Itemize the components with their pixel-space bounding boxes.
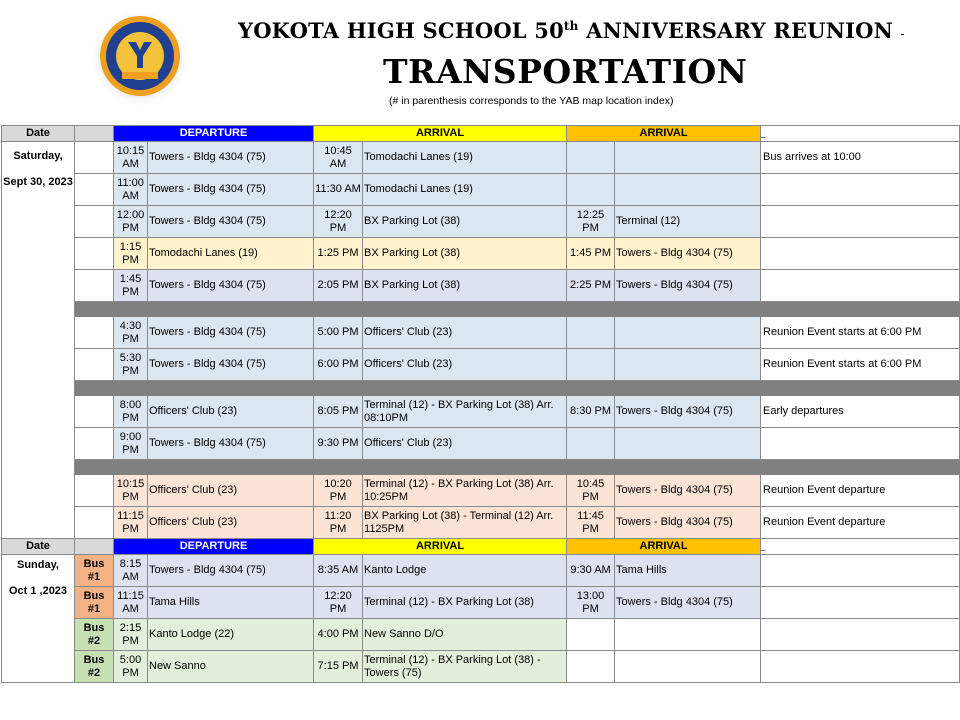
- table-row: [2, 174, 960, 206]
- table-row: [2, 238, 960, 270]
- separator-cell: [363, 460, 567, 475]
- page-heading: TRANSPORTATION: [383, 52, 748, 91]
- table-row: [2, 206, 960, 238]
- arrival2-location: Towers - Bldg 4304 (75): [615, 238, 761, 270]
- arrival2-location: Towers - Bldg 4304 (75): [615, 587, 761, 619]
- date-cell: [2, 555, 75, 683]
- arrival2-time: 8:30 PM: [567, 396, 615, 428]
- table-row: [2, 507, 960, 539]
- departure-time: 2:15 PM: [114, 619, 148, 651]
- departure-location: Towers - Bldg 4304 (75): [148, 206, 314, 238]
- arrival-time: 8:35 AM: [314, 555, 363, 587]
- departure-time: 12:00 PM: [114, 206, 148, 238]
- departure-location: Tama Hills: [148, 587, 314, 619]
- date-cell: [2, 142, 75, 539]
- separator-cell: [114, 302, 148, 317]
- table-row: [2, 396, 960, 428]
- arrival-location: BX Parking Lot (38): [363, 206, 567, 238]
- departure-location: Towers - Bldg 4304 (75): [148, 317, 314, 349]
- separator-cell: [75, 381, 114, 396]
- bus-cell: [75, 206, 114, 238]
- date-header: Date: [2, 539, 75, 555]
- arrival-time: 8:05 PM: [314, 396, 363, 428]
- arrival2-location: [615, 651, 761, 683]
- blank-header: [75, 126, 114, 142]
- notes-cell: [761, 206, 960, 238]
- table-row: [2, 317, 960, 349]
- arrival-time: 10:45 AM: [314, 142, 363, 174]
- separator-cell: [363, 302, 567, 317]
- arrival-time: 7:15 PM: [314, 651, 363, 683]
- notes-cell: [761, 619, 960, 651]
- arrival2-location: Towers - Bldg 4304 (75): [615, 396, 761, 428]
- bus-label: Bus #1: [75, 555, 114, 587]
- arrival-header: ARRIVAL: [314, 126, 567, 142]
- arrival-time: 11:20 PM: [314, 507, 363, 539]
- departure-location: Tomodachi Lanes (19): [148, 238, 314, 270]
- arrival2-location: [615, 619, 761, 651]
- separator-cell: [761, 381, 960, 396]
- separator-cell: [567, 302, 615, 317]
- arrival2-location: [615, 428, 761, 460]
- departure-time: 11:15 PM: [114, 507, 148, 539]
- departure-location: Towers - Bldg 4304 (75): [148, 270, 314, 302]
- arrival2-location: [615, 142, 761, 174]
- separator-cell: [314, 460, 363, 475]
- arrival2-time: [567, 174, 615, 206]
- arrival-header-2: ARRIVAL: [567, 126, 761, 142]
- separator-cell: [615, 302, 761, 317]
- bus-cell: [75, 396, 114, 428]
- arrival2-location: Towers - Bldg 4304 (75): [615, 507, 761, 539]
- arrival2-time: [567, 317, 615, 349]
- table-row: [2, 349, 960, 381]
- arrival2-time: [567, 428, 615, 460]
- arrival-location: Officers' Club (23): [363, 317, 567, 349]
- departure-header: DEPARTURE: [114, 539, 314, 555]
- arrival-time: 4:00 PM: [314, 619, 363, 651]
- notes-header: _: [761, 126, 960, 142]
- separator-cell: [314, 302, 363, 317]
- arrival2-time: 13:00 PM: [567, 587, 615, 619]
- arrival2-time: 2:25 PM: [567, 270, 615, 302]
- departure-location: Kanto Lodge (22): [148, 619, 314, 651]
- departure-time: 4:30 PM: [114, 317, 148, 349]
- departure-location: Officers' Club (23): [148, 475, 314, 507]
- arrival-time: 2:05 PM: [314, 270, 363, 302]
- arrival2-time: [567, 349, 615, 381]
- bus-cell: [75, 507, 114, 539]
- departure-location: Towers - Bldg 4304 (75): [148, 174, 314, 206]
- notes-cell: [761, 174, 960, 206]
- departure-location: Officers' Club (23): [148, 396, 314, 428]
- table-row: [2, 475, 960, 507]
- departure-location: Officers' Club (23): [148, 507, 314, 539]
- day-label: Saturday,: [13, 150, 63, 162]
- arrival2-location: Towers - Bldg 4304 (75): [615, 475, 761, 507]
- bus-cell: [75, 174, 114, 206]
- separator-cell: [615, 460, 761, 475]
- table-row: [2, 651, 960, 683]
- table-header-row: [2, 539, 960, 555]
- arrival-time: 12:20 PM: [314, 587, 363, 619]
- table-header-row: [2, 126, 960, 142]
- arrival-location: Terminal (12) - BX Parking Lot (38): [363, 587, 567, 619]
- arrival2-time: [567, 142, 615, 174]
- table-row: [2, 619, 960, 651]
- separator-cell: [761, 460, 960, 475]
- departure-time: 1:45 PM: [114, 270, 148, 302]
- bus-cell: [75, 238, 114, 270]
- departure-time: 5:30 PM: [114, 349, 148, 381]
- arrival-time: 10:20 PM: [314, 475, 363, 507]
- arrival-header-2: ARRIVAL: [567, 539, 761, 555]
- arrival-location: Officers' Club (23): [363, 428, 567, 460]
- arrival2-location: [615, 349, 761, 381]
- separator-cell: [75, 460, 114, 475]
- arrival-location: BX Parking Lot (38): [363, 270, 567, 302]
- arrival2-time: 12:25 PM: [567, 206, 615, 238]
- arrival2-location: [615, 174, 761, 206]
- arrival-time: 12:20 PM: [314, 206, 363, 238]
- notes-cell: [761, 238, 960, 270]
- separator-cell: [148, 302, 314, 317]
- notes-cell: [761, 555, 960, 587]
- separator-cell: [567, 460, 615, 475]
- date-label: Oct 1 ,2023: [8, 585, 68, 597]
- notes-cell: [761, 428, 960, 460]
- arrival-location: Tomodachi Lanes (19): [363, 174, 567, 206]
- bus-cell: [75, 142, 114, 174]
- departure-location: Towers - Bldg 4304 (75): [148, 555, 314, 587]
- separator-row: [2, 381, 960, 396]
- notes-header: _: [761, 539, 960, 555]
- departure-time: 10:15 PM: [114, 475, 148, 507]
- arrival2-time: 1:45 PM: [567, 238, 615, 270]
- departure-location: Towers - Bldg 4304 (75): [148, 428, 314, 460]
- separator-cell: [363, 381, 567, 396]
- day-label: Sunday,: [17, 559, 59, 571]
- departure-header: DEPARTURE: [114, 126, 314, 142]
- date-header: Date: [2, 126, 75, 142]
- arrival2-location: Towers - Bldg 4304 (75): [615, 270, 761, 302]
- separator-row: [2, 302, 960, 317]
- table-row: [2, 428, 960, 460]
- separator-cell: [114, 460, 148, 475]
- page-title: YOKOTA HIGH SCHOOL 50th ANNIVERSARY REUNION -: [238, 18, 905, 43]
- notes-cell: [761, 587, 960, 619]
- notes-cell: Reunion Event starts at 6:00 PM: [761, 317, 960, 349]
- arrival-location: Terminal (12) - BX Parking Lot (38) Arr. 08:10PM: [363, 396, 567, 428]
- bus-label: Bus #2: [75, 651, 114, 683]
- arrival-time: 5:00 PM: [314, 317, 363, 349]
- bus-cell: [75, 475, 114, 507]
- departure-location: New Sanno: [148, 651, 314, 683]
- table-row: [2, 587, 960, 619]
- departure-location: Towers - Bldg 4304 (75): [148, 142, 314, 174]
- separator-cell: [314, 381, 363, 396]
- arrival-location: Kanto Lodge: [363, 555, 567, 587]
- notes-cell: Bus arrives at 10:00: [761, 142, 960, 174]
- separator-row: [2, 460, 960, 475]
- arrival-location: Terminal (12) - BX Parking Lot (38) - Towers (75): [363, 651, 567, 683]
- notes-cell: [761, 651, 960, 683]
- bus-cell: [75, 349, 114, 381]
- arrival2-time: [567, 651, 615, 683]
- separator-cell: [148, 381, 314, 396]
- notes-cell: Reunion Event starts at 6:00 PM: [761, 349, 960, 381]
- arrival-time: 1:25 PM: [314, 238, 363, 270]
- bus-cell: [75, 317, 114, 349]
- separator-cell: [114, 381, 148, 396]
- arrival-location: Officers' Club (23): [363, 349, 567, 381]
- date-label: Sept 30, 2023: [3, 176, 73, 188]
- subtitle-note: (# in parenthesis corresponds to the YAB map location index): [389, 95, 674, 107]
- arrival-header: ARRIVAL: [314, 539, 567, 555]
- notes-cell: Reunion Event departure: [761, 507, 960, 539]
- separator-cell: [75, 302, 114, 317]
- departure-time: 5:00 PM: [114, 651, 148, 683]
- separator-cell: [615, 381, 761, 396]
- arrival2-time: 9:30 AM: [567, 555, 615, 587]
- notes-cell: [761, 270, 960, 302]
- arrival-location: New Sanno D/O: [363, 619, 567, 651]
- bus-label: Bus #1: [75, 587, 114, 619]
- arrival-location: BX Parking Lot (38): [363, 238, 567, 270]
- departure-time: 10:15 AM: [114, 142, 148, 174]
- arrival2-location: Terminal (12): [615, 206, 761, 238]
- school-logo: [90, 8, 190, 108]
- arrival2-location: [615, 317, 761, 349]
- notes-cell: Early departures: [761, 396, 960, 428]
- arrival-location: Terminal (12) - BX Parking Lot (38) Arr. 10:25PM: [363, 475, 567, 507]
- table-row: [2, 142, 960, 174]
- bus-cell: [75, 270, 114, 302]
- arrival-time: 9:30 PM: [314, 428, 363, 460]
- separator-cell: [761, 302, 960, 317]
- schedule-table: [1, 125, 960, 683]
- departure-time: 8:00 PM: [114, 396, 148, 428]
- departure-time: 11:15 AM: [114, 587, 148, 619]
- arrival-time: 11:30 AM: [314, 174, 363, 206]
- arrival2-time: [567, 619, 615, 651]
- arrival2-time: 10:45 PM: [567, 475, 615, 507]
- separator-cell: [567, 381, 615, 396]
- departure-time: 1:15 PM: [114, 238, 148, 270]
- departure-time: 9:00 PM: [114, 428, 148, 460]
- arrival2-time: 11:45 PM: [567, 507, 615, 539]
- arrival-location: BX Parking Lot (38) - Terminal (12) Arr. 1125PM: [363, 507, 567, 539]
- arrival-time: 6:00 PM: [314, 349, 363, 381]
- departure-location: Towers - Bldg 4304 (75): [148, 349, 314, 381]
- separator-cell: [148, 460, 314, 475]
- arrival-location: Tomodachi Lanes (19): [363, 142, 567, 174]
- bus-cell: [75, 428, 114, 460]
- blank-header: [75, 539, 114, 555]
- table-row: [2, 270, 960, 302]
- departure-time: 11:00 AM: [114, 174, 148, 206]
- departure-time: 8:15 AM: [114, 555, 148, 587]
- bus-label: Bus #2: [75, 619, 114, 651]
- table-row: [2, 555, 960, 587]
- notes-cell: Reunion Event departure: [761, 475, 960, 507]
- arrival2-location: Tama Hills: [615, 555, 761, 587]
